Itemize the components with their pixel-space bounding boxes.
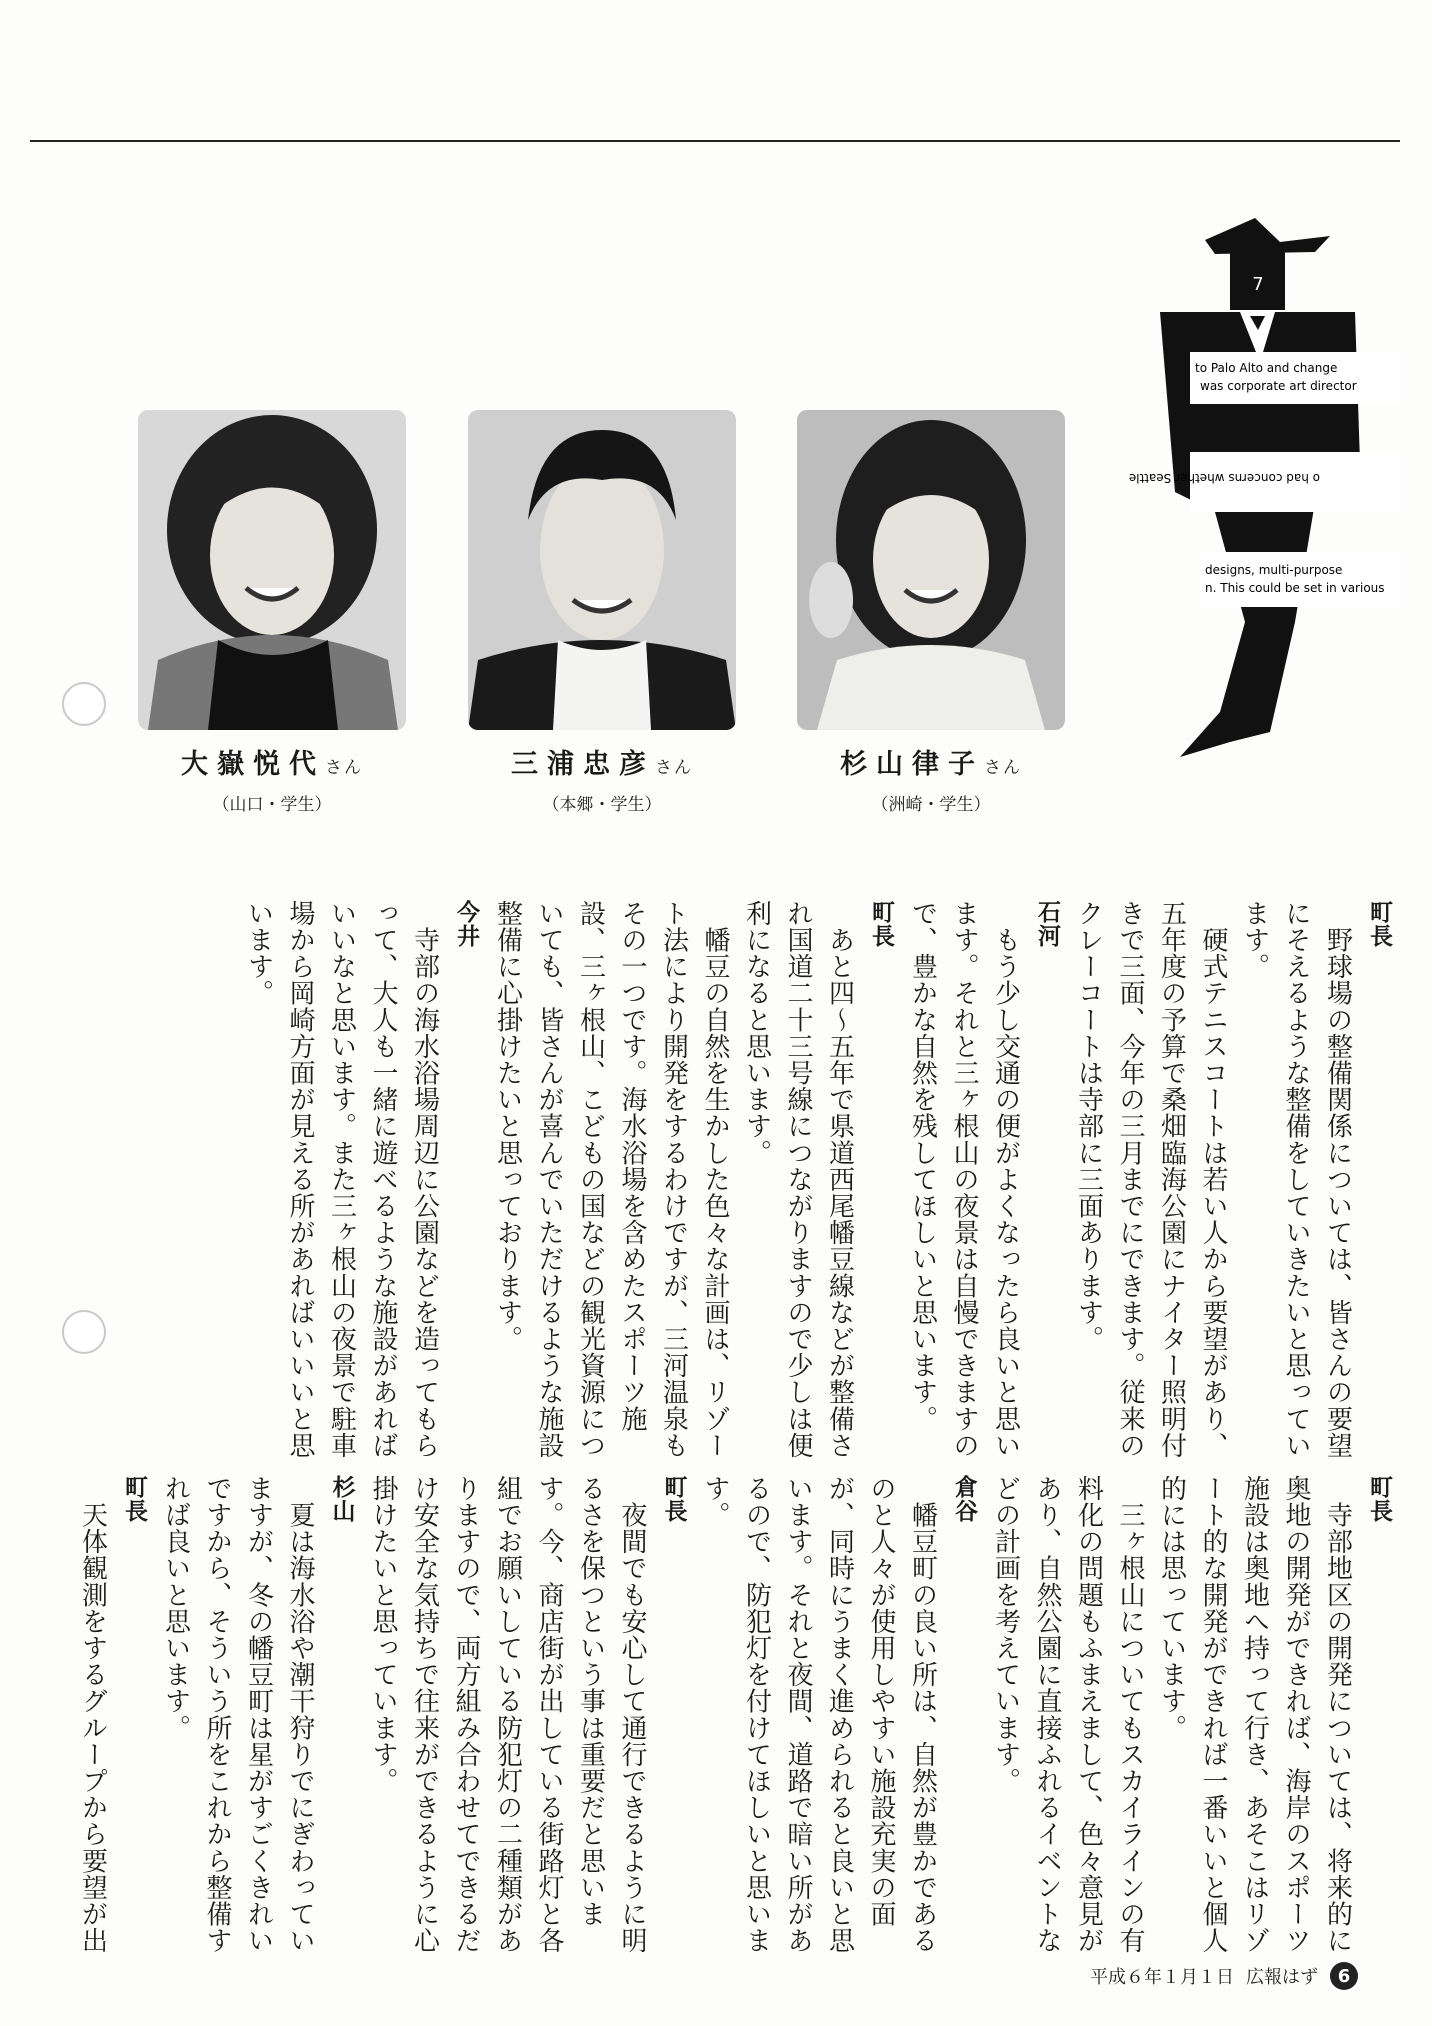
speech-paragraph: 夏は海水浴や潮干狩りでにぎわっていますが、冬の幡豆町は星がすごくきれいですから、そういう所をこれから整備すれば良いと思います。: [160, 1475, 315, 1954]
portrait-photo: [468, 410, 736, 730]
binder-hole-icon: [62, 1310, 106, 1354]
speech-paragraph: 硬式テニスコートは若い人から要望があり、五年度の予算で桑畑臨海公園にナイター照明付きで三面、今年の三月までにできます。従来のクレーコートは寺部に三面あります。: [1073, 900, 1228, 1459]
binder-hole-icon: [62, 682, 106, 726]
speech-paragraph: もう少し交通の便がよくなったら良いと思います。それと三ヶ根山の夜景は自慢できますので、豊かな自然を残してほしいと思います。: [907, 900, 1021, 1459]
issue-date: 平成６年１月１日: [1090, 1967, 1234, 1988]
speaker-label: 町長: [660, 1475, 687, 1523]
portrait-photo: [138, 410, 406, 730]
person-affiliation: （本郷・学生）: [542, 795, 662, 815]
portrait-photo: [797, 410, 1065, 730]
deco-text-line: o had concerns whether Seattle: [1128, 471, 1320, 485]
person-name: 大嶽悦代さん: [181, 749, 363, 780]
speech-paragraph: 幡豆の自然を生かした色々な計画は、リゾート法により開発をするわけですが、三河温泉もその一つです。海水浴場を含めたスポーツ施設、三ヶ根山、こどもの国などの観光資源についても、皆さんが喜んでいただけるような施設整備に心掛けたいと思っております。: [492, 900, 730, 1459]
top-rule: [30, 140, 1400, 142]
speech-paragraph: 寺部地区の開発については、将来的に奥地の開発ができれば、海岸のスポーツ施設は奥地へ持って行き、あそこはリゾート的な開発ができれば一番いいと個人的には思っています。: [1156, 1475, 1353, 1954]
speech-paragraph: 三ヶ根山についてもスカイラインの有料化の問題もふまえまして、色々意見があり、自然公園に直接ふれるイベントなどの計画を考えています。: [990, 1475, 1145, 1954]
publication-name: 広報はず: [1246, 1967, 1318, 1988]
interview-lower-column: [71, 1475, 1399, 1980]
speaker-label: 倉谷: [951, 1475, 977, 1523]
hat-number: 7: [1252, 274, 1264, 295]
speaker-label: 町長: [1366, 1475, 1392, 1523]
person-name: 杉山律子さん: [840, 749, 1022, 780]
speaker-label: 今井: [453, 900, 479, 948]
interview-upper-column: [237, 900, 1399, 1465]
speech-paragraph: 幡豆町の良い所は、自然が豊かであるのと人々が使用しやすい施設充実の面が、同時にうまく進められると良いと思います。それと夜間、道路で暗い所があるので、防犯灯を付けてほしいと思います。: [700, 1475, 938, 1954]
deco-text-line: to Palo Alto and change: [1195, 361, 1338, 375]
speech-paragraph: あと四〜五年で県道西尾幡豆線などが整備され国道二十三号線につながりますので少しは便利になると思います。: [741, 900, 855, 1459]
speaker-label: 町長: [121, 1475, 147, 1523]
speech-paragraph: 夜間でも安心して通行できるように明るさを保つという事は重要だと思います。今、商店街が出している街路灯と各組でお願いしている防犯灯の二種類がありますので、両方組み合わせてできるだけ安全な気持ちで往来ができるように心掛けたいと思っています。: [368, 1475, 647, 1954]
speech-paragraph: 野球場の整備関係については、皆さんの要望にそえるような整備をしていきたいと思っています。: [1239, 900, 1353, 1459]
tuxedo-man-illustration-icon: [1120, 212, 1400, 772]
speaker-label: 石河: [1034, 900, 1060, 948]
person-name: 三浦忠彦さん: [511, 749, 693, 780]
deco-text-line: n. This could be set in various: [1205, 581, 1385, 595]
page-footer: [1090, 1962, 1358, 1990]
deco-text-line: designs, multi-purpose: [1205, 563, 1343, 577]
page-number: 6: [1330, 1962, 1358, 1990]
speaker-label: 町長: [1366, 900, 1392, 948]
person-affiliation: （洲崎・学生）: [871, 795, 991, 815]
speaker-label: 町長: [868, 900, 894, 948]
speech-paragraph: 天体観測をするグループから要望が出: [77, 1475, 108, 1954]
deco-text-line: was corporate art director: [1200, 379, 1357, 393]
speaker-label: 杉山: [328, 1475, 355, 1523]
person-affiliation: （山口・学生）: [212, 795, 332, 815]
speech-paragraph: 寺部の海水浴場周辺に公園などを造ってもらって、大人も一緒に遊べるような施設があればいいなと思います。また三ヶ根山の夜景で駐車場から岡崎方面が見える所があればいいいと思います。: [243, 900, 440, 1459]
